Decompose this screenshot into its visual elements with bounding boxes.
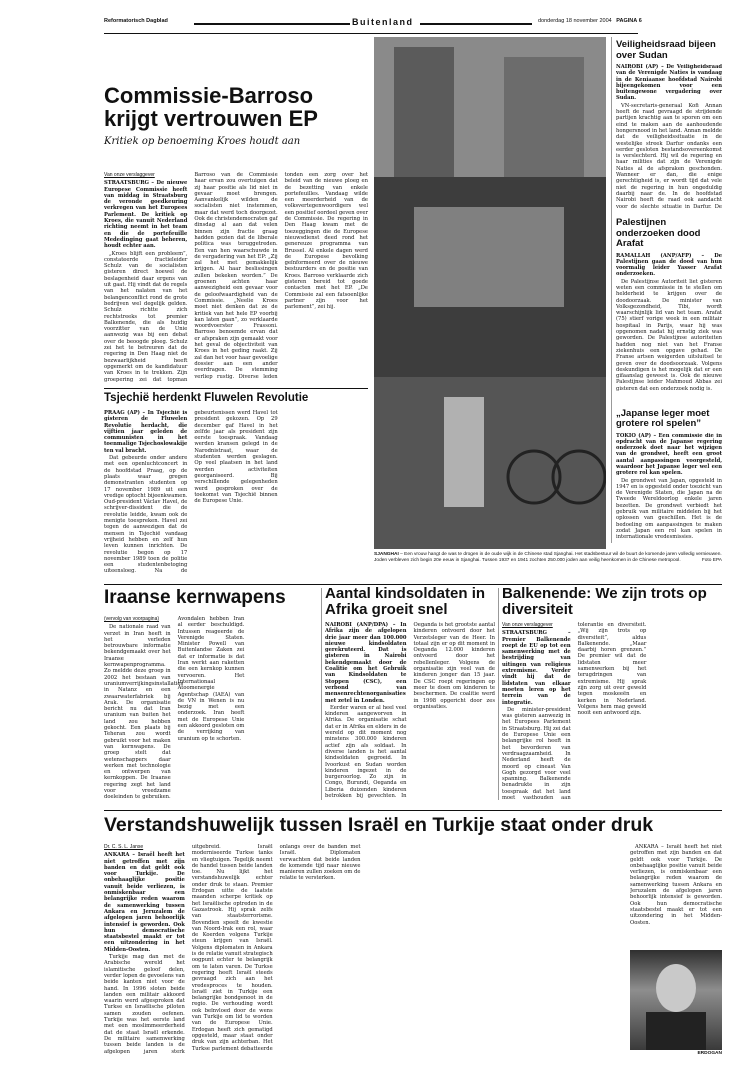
israel-body-continued: ANKARA – Israël heeft het niet getroffen met zijn banden en dat geldt ook voor Turkije. De onbehaaglijke positie vanuit beide verliezen, is onmiskenbaar een belangrijke reden waarom de samenwerking tussen Ankara en Jeruzalem de afgelopen jaren behoorlijk intensief is geworden. Ook hun democratische staatsbestel maakt er tot een uitzondering in het Midden-Oosten. <box>630 844 722 926</box>
sidebar-divider <box>611 37 612 543</box>
masthead-rule-right <box>420 23 532 25</box>
portrait-illustration <box>630 950 722 1050</box>
japan-title: „Japanse leger moet grotere rol spelen” <box>616 407 710 429</box>
erdogan-portrait <box>630 950 722 1050</box>
japan-story: TOKIO (AP) – Een commissie die in opdracht van de Japanse regering onderzoek doet naar het wijzigen van de grondwet, heeft een groot aantal aanpassingen voorgesteld, waardoor het Japanse leger wel een grotere rol kan spelen. De grondwet van Japan, opgesteld in 1947 en is opgesteld onder toezicht van de Verenigde Staten, die Japan na de Tweede Wereldoorlog enkele jaren bezetten. De grondwet verbiedt het gebruik van militaire middelen bij het oplossen van geschillen. Het is de bedoeling om aanpassingen te maken zodat Japan een rol kan spelen in internationale vredesmissies. <box>616 432 722 541</box>
eu-article-headline: Commissie-Barroso krijgt vertrouwen EP Kritiek op benoeming Kroes houdt aan <box>104 84 368 147</box>
bottom-rule <box>104 810 722 811</box>
masthead-rule-left <box>194 23 350 25</box>
balkenende-title: Balkenende: We zijn trots op diversiteit <box>502 585 707 618</box>
section-name: Buitenland <box>352 17 414 27</box>
balkenende-body: Van onze verslaggever STRAATSBURG – Premier Balkenende roept de EU op tot een samenwerking met de bestrijding van uitingen van religieus extremisme. Verder vindt hij dat de lidstaten van elkaar moeten leren op het terrein van de integratie. De minister-president was gisteren aanwezig in het Europees Parlement in Straatsburg. Hij zei dat de Europese Unie een belangrijke rol heeft in het bevorderen van verdraagzaamheid. In Nederland heeft de moord op cineast Van Gogh gezorgd voor veel spanning. Balkenende benadrukte in zijn toespraak dat het land moet vasthouden aan tolerantie en diversiteit. „Wij zijn trots op diversiteit”, aldus Balkenende. „Maar daarbij horen grenzen.” De premier wil dat de lidstaten meer samenwerken bij het terugdringen van extremisme. Hij sprak zijn zorg uit over geweld tegen moskeeën en kerken in Nederland. Volgens hem mag geweld nooit een antwoord zijn. <box>502 622 647 802</box>
iran-title: Iraanse kernwapens <box>104 587 286 608</box>
sjanghai-photo <box>374 37 606 549</box>
masthead-date: donderdag 18 november 2004 PAGINA 6 <box>538 18 642 24</box>
kindsoldaten-divider <box>498 588 499 800</box>
eu-byline: Van onze verslaggever <box>104 172 155 178</box>
right-sidebar <box>616 40 722 546</box>
paper-name: Reformatorisch Dagblad <box>104 18 168 24</box>
tsjechie-body: PRAAG (AP) – In Tsjechië is gisteren de Fluwelen Revolutie herdacht, die vijftien jaar geleden de communisten in het toenmalige Tsjechoslowakije ten val bracht. Dat gebeurde onder andere met een openluchtconcert in de hoofdstad Praag, op de plaats waar gregen demonstranten studenten op 17 november 1989 uit een vredige optocht bijeenkwamen. Oud-president Václav Havel, de schrijver-dissident die de revolutie leidde, kwam ook de menigte toespreken. Havel zei tegen de aanwezigen dat de mensen in Tsjechië vandaag vrijheid hebben en zelf hun leven kunnen inrichten. De revolutie begon op 17 november 1989 toen de politie een studentenbetoging uiteensloeg. Na de gebeurtenissen werd Havel tot president gekozen. Op 29 december gaf Havel in het zelfde jaar als president zijn eerste toespraak. Vandaag werden kransen gelegd in de Narodnistraat, waar de studenten werden geslagen. Op veel plaatsen in het land werden activiteiten georganiseerd. Bij verschillende gelegenheden werd gesproken over de toekomst van Tsjechië binnen de Europese Unie. <box>104 410 278 575</box>
palestine-story: RAMALLAH (ANP/AFP) – De Palestijnen gaan de dood van hun voormalig leider Yasser Arafat onderzoeken. De Palestijnse Autoriteit liet gisteren weten een commissie in te stellen om helderheid te krijgen over de doodoorzaak. De minister van Volksgezondheid, Tibi, wordt waarschijnlijk lid van het team. Arafat (75) stierf vorige week in een militair hospitaal in Parijs, waar hij was opgenomen nadat hij ernstig ziek was geworden. De Palestijnse autoriteiten hadden nog niet van het Franse ziekenhuis een opgave gehad. De Franse artsen weigerden uitsluitsel te geven over de doodsoorzaak. Volgens deskundigen is het mogelijk dat er een gifaanslag geweest is. Ook de nieuwe Palestijnse leider Mahmoud Abbas zei gisteren dat een onderzoek nodig is. <box>616 252 722 392</box>
eu-body: „Kroes blijft een probleem”, constateerde fractieleider Schulz van de socialisten gisteren direct hoewel de beslagenheid daar ergens van uit gaat. Hij vindt dat de regels van het nalaten van het belangenconflict rond de grote bedrijven wel degelijk gelden. Schulz richtte zich rechtstreeks tot premier Balkenende, die als huidig voorzitter van de Unie aanwezig was bij een debat over de beoogde ploeg. Schulz zei het te betreuren dat de regering in Den Haag niet de bezwaarlijkheid heeft opgemerkt om de kandidatuur van Kroes in te trekken. Zijn groepering zei dat topman Barroso van de Commissie haar ervan zou overtuigen dat zij haar positie als lid niet in gevaar moet brengen. Aanvankelijk wilden de socialisten niet instemmen, maar dat werd toch doorgezet. Ook de christendemocraten gaf dinsdag al aan dat velen binnen zijn fractie graag hadden gezien dat de liberale politica was teruggetreden. Een van hen waarschuwde in de vergadering van het EP: „Zij zal het met gemakkelijk krijgen. Al haar beslissingen zullen bekeken worden.” De groenen achten haar aanwezigheid een gevaar voor de geloofwaardigheid van de Commissie. „Neelie Kroes moet niet denken dat ze de kritiek van het hele EP voorbij kan laten gaan”, zo verklaarde woordvoerster Frassoni. Barroso benoemde ervan dat er afspraken zijn gemaakt voor het geval de objectiviteit van Kroes in het geding raakt. Zij zal dan het voor haar gevoelige dossier aan een ander overdragen. De stemming verliep rustig. Diverse leden tonden een zorg over het beleid van de nieuwe ploeg en de bezetting van enkele portefeuilles. Vandaag wilde een meerderheid van de volksvertegenwoordigers wel een positief oordeel geven over de Commissie. De regering in Den Haag kwam met de toezeggingen die de Europese nieuwsdienst deed rond het genereuze programma van Brussel. Al enkele dagen werd de Europese bevolking geïnformeerd over de nieuwe bestuurders en de positie van Kroes. Barroso verklaarde zich gisteren bereid tot goede contacten met het EP. „De Commissie zal een fatsoenlijke partner zijn voor het parlement”, zei hij. <box>104 172 368 383</box>
palestine-title: Palestijnen onderzoeken dood Arafat <box>616 217 701 249</box>
masthead-bottom-rule <box>104 33 638 34</box>
kindsoldaten-title: Aantal kindsoldaten in Afrika groeit snel <box>325 585 486 618</box>
sudan-story: NAIROBI (AP) – De Veiligheidsraad van de Verenigde Naties is vandaag in de Keniaanse hoofdstad Nairobi bijeengekomen voor een buitengewone vergadering over Sudan. VN-secretaris-generaal Kofi Annan heeft de raad gevraagd de strijdende partijen krachtig aan te sporen om een eind te maken aan de aanhoudende hongersnood in het land. Annan meldde dat de veiligheidssituatie in de westelijke streek Darfur ondanks een eerder gesloten bestandsovereenkomst is verslechterd. Hij wil de regering en haar milities dat zijn de Verenigde Naties al de afspraken geschonden. Wanneer er dan, die enige gerechtigheid is, er wordt tijd dat vele niet de regering in hun ongeduldig daarbij naar de. In de hoofdstad Nairobi heeft de raad ook aandacht voor de slechte situatie in Darfur. De <box>616 64 722 210</box>
tsjechie-top-rule <box>104 388 368 389</box>
tsjechie-title: Tsjechië herdenkt Fluwelen Revolutie <box>104 392 309 404</box>
sudan-title: Veiligheidsraad bijeen over Sudan <box>616 40 716 61</box>
israel-title: Verstandshuwelijk tussen Israël en Turkije staat onder druk <box>104 814 654 836</box>
photo-caption: SJANGHAI – Een vrouw hangt de was te drogen in de oude wijk in de Chinese stad Sjanghai. Het stadsbestuur wil de buurt de komende jaren volledig vernieuwen. Joden verbleven zich begin 20e eeuw in Sjanghai. Tussen 1937 en 1941 zochten 250.000 joden aan veilig heenkomen in de Chinese metropool. Foto EPA <box>374 552 722 563</box>
israel-body: Dr. C. S. L. Janse ANKARA – Israël heeft het niet getroffen met zijn banden en dat geldt ook voor Turkije. De onbehaaglijke positie vanuit beide verliezen, is onmiskenbaar een belangrijke reden waarom de samenwerking tussen Ankara en Jeruzalem de afgelopen jaren behoorlijk intensief is geworden. Ook hun democratische staatsbestel maakt er tot een uitzondering in het Midden-Oosten. Turkije mag dan met de Arabische wereld het islamitische geloof delen, verder lopen de gevoelens van beide kanten niet voor de hand. In 1996 sloten beide landen een militair akkoord waarin werd afgesproken dat Turkse en Israëlische piloten samen zouden oefenen. Turkije was het eerste land met een moslimmeerderheid dat de staat Israël erkende. De militaire samenwerking tussen beide landen is de afgelopen jaren sterk uitgebreid. Israël moderniseerde Turkse tanks en vliegtuigen. Tegelijk neemt de handel tussen beide landen toe. Nu lijkt het verstandshuwelijk echter onder druk te staan. Premier Erdogan uitte de laatste maanden scherpe kritiek op het Israëlische optreden in de Gazastrook. Hij sprak zelfs van staatsterrorisme. Bovendien speelt de kwestie van Noord-Irak een rol, waar de Koerden volgens Turkije steun krijgen van Israël. Volgens diplomaten in Ankara is de relatie vanuit strategisch oogpunt echter te belangrijk om te laten varen. De Turkse regering heeft Israël steeds gevraagd zich aan het vredesproces te houden. Israël ziet in Turkije een belangrijke bondgenoot in de regio. De verhouding wordt ook beïnvloed door de wens van Turkije om lid te worden van de Europese Unie. Erdogan heeft zich gematigd opgesteld, maar staat onder druk van zijn achterban. Het Turkse parlement debatteerde onlangs over de banden met Israël. Diplomaten verwachten dat beide landen de komende tijd naar nieuwe manieren zullen zoeken om de relatie te versterken. <box>104 844 361 1055</box>
kindsoldaten-body: NAIROBI (ANP/DPA) – In Afrika zijn de afgelopen drie jaar meer dan 100.000 nieuwe kindsoldaten gerekruteerd. Dat is gisteren in Nairobi bekendgemaakt door de Coalitie om het Gebruik van Kindsoldaten te Stoppen (CSC), een verbond van mensenrechtenorganisaties met zetel in Londen. Eerder waren er al heel veel kinderen aangeworven in Afrika. De organisatie schat dat er in Afrika en elders in de wereld op dit moment nog minstens 300.000 kinderen actief zijn als soldaat. In diverse landen is het aantal kindsoldaten gegroeid. In Ivoorkust en Sudan worden kinderen ingezet in de burgeroorlog. Zo zijn in Congo, Burundi, Oeganda en Liberia duizenden kinderen betrokken bij gevechten. In Oeganda is het grootste aantal kinderen ontvoerd door het Verzetsleger van de Heer. In totaal zijn er op dit moment in Oeganda 12.000 kinderen ontvoerd door het rebellenleger. Volgens de organisatie zijn veel van de kinderen jonger dan 15 jaar. De CSC roept regeringen op meer te doen om kinderen te beschermen. De coalitie werd in 1998 opgericht door zes organisaties. <box>325 622 495 800</box>
masthead <box>0 0 738 34</box>
erdogan-caption: ERDOGAN <box>697 1051 722 1056</box>
eu-subtitle: Kritiek op benoeming Kroes houdt aan <box>104 136 301 147</box>
iran-body: (vervolg van voorpagina) De nationale raad van verzet in Iran heeft in het verleden betrouwbare informatie bekendgemaakt over het Iraanse kernwapenprogramma. Zo meldde deze groep in 2002 het bestaan van uraniumverrijkingsinstallaties in Natanz en een zwaarwaterfabriek bij Arak. De organisatie bericht nu dat Iran uranium van buiten het land zou hebben gekocht. Een plaats bij Teheran zou wordt gebruikt voor het maken van kernwapens. De groep stelt dat wetenschappers daar werken met technologie en ontwerpen van kernkoppen. De Iraanse regering zegt het land voor vreedzame doeleinden te gebruiken. Avondalen hebben Iran al eerder beschuldigd. Intussen reageerde de Verenigde Staten. Minister Powell van Buitenlandse Zaken zei dat er informatie is dat Iran werkt aan raketten die een kernkop kunnen vervoeren. Het Internationaal Atoomenergie Agentschap (IAEA) van de VN in Wenen is nu bezig met een onderzoek. Iran heeft met de Europese Unie een akkoord gesloten om de verrijking van uranium op te schorten. <box>104 616 245 801</box>
eu-lead: STRAATSBURG – De nieuwe Europese Commissie heeft van middag in Straatsburg de veronde goedkeuring verkregen van het Europees Parlement. De kritiek op Kroes, die vanuit Nederland richting neemt in het team en die de portefeuille Mededinging gaat beheren, houdt echter aan. <box>104 180 188 250</box>
eu-article-body <box>104 172 368 384</box>
israel-sidebar-column <box>630 844 722 1056</box>
iran-divider <box>321 588 322 800</box>
photo-illustration <box>374 37 606 549</box>
